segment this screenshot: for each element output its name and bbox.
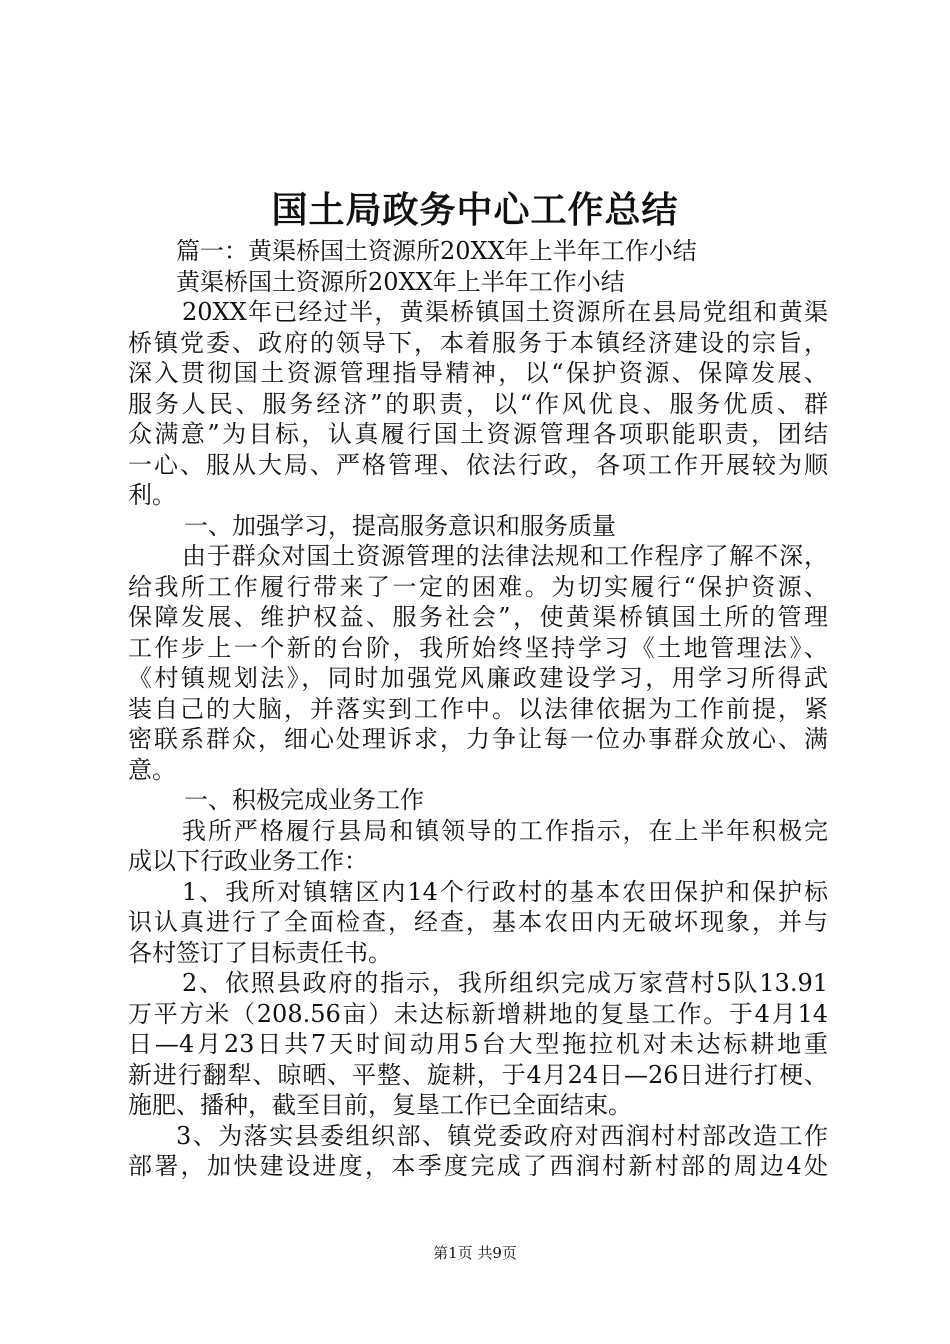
list-item-line: 万平方米（208.56亩）未达标新增耕地的复垦工作。于4月14 [128, 999, 828, 1028]
document-body [128, 236, 828, 1182]
subtitle-line: 黄渠桥国土资源所20XX年上半年工作小结 [176, 267, 625, 296]
list-item-line: 识认真进行了全面检查，经查，基本农田内无破坏现象，并与 [128, 908, 828, 936]
list-item-line: 1、我所对镇辖区内14个行政村的基本农田保护和保护标 [182, 877, 828, 906]
paragraph-line: 《村镇规划法》，同时加强党风廉政建设学习，用学习所得武 [128, 664, 828, 692]
section-heading: 一、加强学习，提高服务意识和服务质量 [184, 511, 616, 540]
paragraph-line: 由于群众对国土资源管理的法律法规和工作程序了解不深， [182, 542, 828, 570]
paragraph-line: 利。 [128, 481, 176, 509]
paragraph-line: 桥镇党委、政府的领导下，本着服务于本镇经济建设的宗旨， [128, 328, 828, 357]
list-item-line: 施肥、播种，截至目前，复垦工作已全面结束。 [128, 1091, 632, 1119]
section-heading: 一、积极完成业务工作 [184, 786, 424, 814]
list-item-line: 新进行翻犁、晾晒、平整、旋耕，于4月24日—26日进行打梗、 [128, 1060, 828, 1089]
paragraph-line: 装自己的大脑，并落实到工作中。以法律依据为工作前提，紧 [128, 694, 828, 723]
paragraph-line: 众满意”为目标，认真履行国土资源管理各项职能职责，团结 [128, 420, 828, 448]
paragraph-line: 工作步上一个新的台阶，我所始终坚持学习《土地管理法》、 [128, 633, 828, 662]
list-item-line: 各村签订了目标责任书。 [128, 938, 392, 967]
list-item-line: 2、依照县政府的指示，我所组织完成万家营村5队13.91 [182, 969, 828, 997]
paragraph-line: 20XX年已经过半，黄渠桥镇国土资源所在县局党组和黄渠 [182, 298, 828, 326]
chapter-heading: 篇一：黄渠桥国土资源所20XX年上半年工作小结 [176, 237, 697, 265]
paragraph-line: 保障发展、维护权益、服务社会”，使黄渠桥镇国土所的管理 [128, 603, 828, 631]
list-item-line: 部署，加快建设进度，本季度完成了西润村新村部的周边4处 [128, 1152, 828, 1180]
paragraph-line: 意。 [128, 755, 176, 784]
paragraph-line: 我所严格履行县局和镇领导的工作指示，在上半年积极完 [182, 816, 828, 845]
page-number-footer: 第1页 共9页 [433, 1244, 517, 1262]
paragraph-line: 深入贯彻国土资源管理指导精神，以“保护资源、保障发展、 [128, 359, 828, 387]
document-title: 国土局政务中心工作总结 [271, 189, 679, 231]
paragraph-line: 一心、服从大局、严格管理、依法行政，各项工作开展较为顺 [128, 450, 828, 479]
paragraph-line: 给我所工作履行带来了一定的困难。为切实履行“保护资源、 [128, 572, 828, 601]
list-item-line: 3、为落实县委组织部、镇党委政府对西润村村部改造工作 [176, 1121, 828, 1150]
paragraph-line: 服务人民、服务经济”的职责，以“作风优良、服务优质、群 [128, 389, 828, 418]
paragraph-line: 成以下行政业务工作： [128, 847, 368, 875]
paragraph-line: 密联系群众，细心处理诉求，力争让每一位办事群众放心、满 [128, 725, 828, 753]
list-item-line: 日—4月23日共7天时间动用5台大型拖拉机对未达标耕地重 [128, 1030, 828, 1058]
